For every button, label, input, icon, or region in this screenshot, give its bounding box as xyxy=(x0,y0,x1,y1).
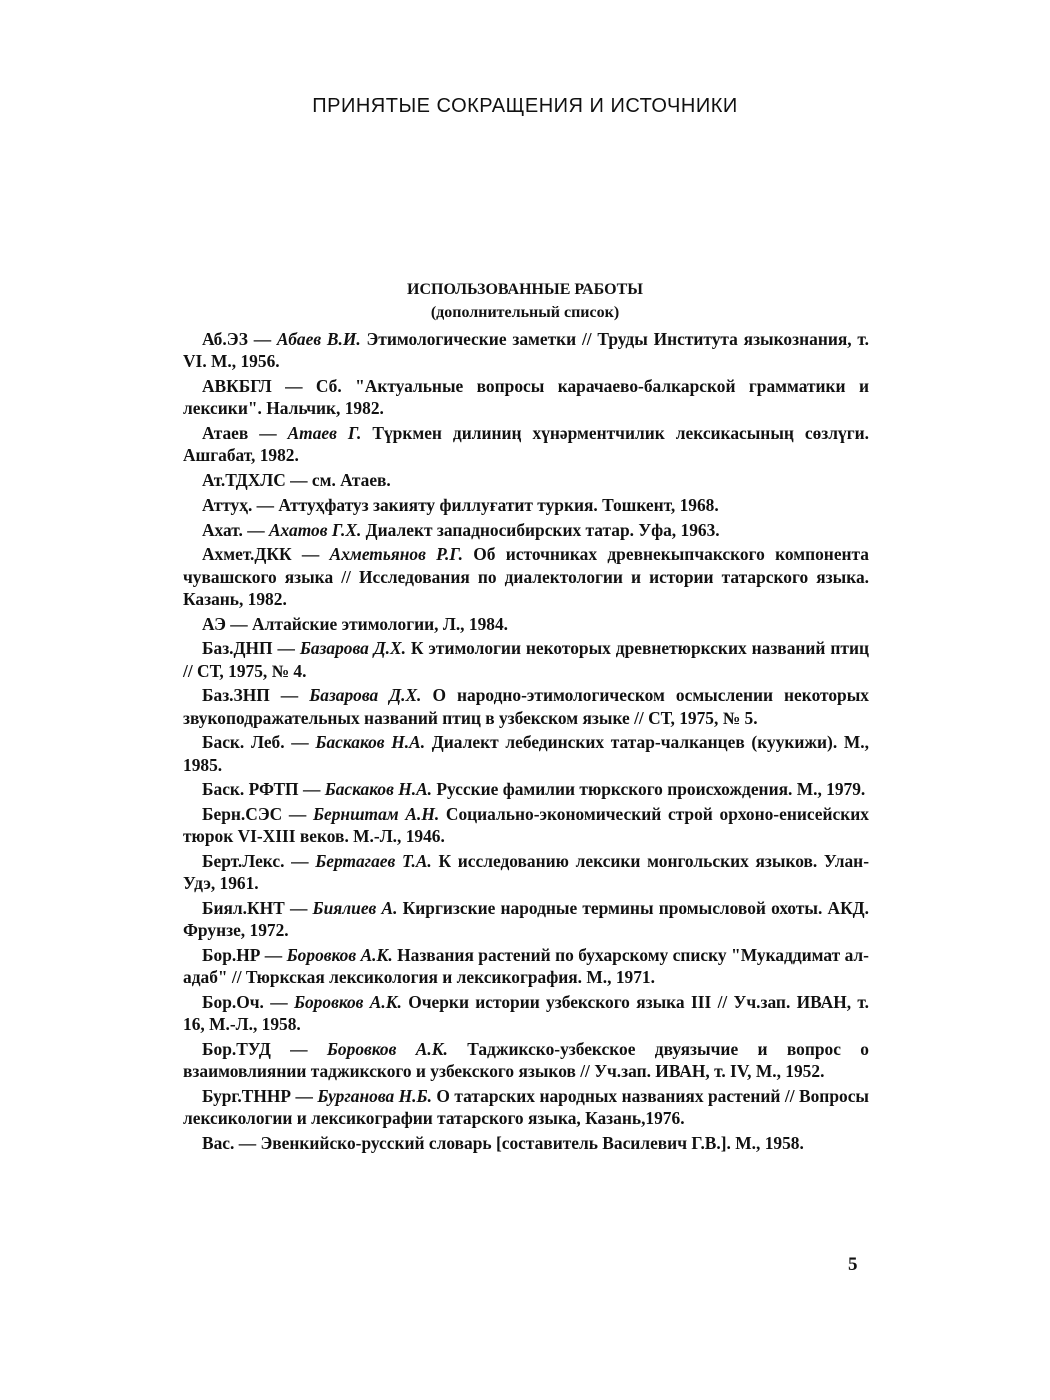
entry-text: Эвенкийско-русский словарь [составитель Василевич Г.В.]. М., 1958. xyxy=(260,1133,804,1154)
bibliography-entry xyxy=(183,519,869,541)
entry-abbreviation: Атаев xyxy=(202,423,249,443)
entry-dash: — xyxy=(248,423,288,443)
entry-author: Ахатов Г.Х. xyxy=(268,519,362,540)
entry-abbreviation: Бор.ТУД xyxy=(202,1039,271,1060)
entry-text: Русские фамилии тюркского происхождения. М., 1979. xyxy=(432,779,866,800)
bibliography-list xyxy=(183,328,869,1157)
entry-dash: — xyxy=(225,613,253,634)
entry-abbreviation: Ахмет.ДКК xyxy=(202,544,292,565)
entry-abbreviation: Аб.ЭЗ xyxy=(202,329,248,349)
bibliography-entry xyxy=(183,422,869,466)
entry-abbreviation: Бор.НР xyxy=(202,945,261,966)
entry-dash: — xyxy=(271,376,316,396)
bibliography-entry xyxy=(183,328,869,372)
entry-abbreviation: АЭ xyxy=(202,613,226,634)
bibliography-entry xyxy=(183,1132,869,1154)
entry-dash: — xyxy=(298,779,325,800)
entry-abbreviation: Бор.Оч. xyxy=(202,992,264,1013)
entry-author: Биялиев А. xyxy=(312,898,398,919)
bibliography-entry xyxy=(183,991,869,1035)
entry-abbreviation: Вас. xyxy=(202,1133,235,1154)
section-heading xyxy=(0,278,1050,324)
entry-dash: — xyxy=(285,470,312,490)
entry-dash: — xyxy=(234,1133,261,1154)
entry-author: Атаев Г. xyxy=(287,423,362,443)
bibliography-entry xyxy=(183,944,869,988)
bibliography-entry xyxy=(183,897,869,941)
section-title: ИСПОЛЬЗОВАННЫЕ РАБОТЫ xyxy=(407,281,643,298)
entry-dash: — xyxy=(252,494,279,515)
entry-author: Ахметьянов Р.Г. xyxy=(329,544,463,565)
entry-author: Бернштам А.Н. xyxy=(312,804,440,825)
bibliography-entry xyxy=(183,494,869,516)
entry-abbreviation: Баз.ЗНП xyxy=(202,685,270,706)
entry-dash: — xyxy=(269,685,310,706)
bibliography-entry xyxy=(183,684,869,728)
bibliography-entry xyxy=(183,613,869,635)
entry-abbreviation: Ат.ТДХЛС xyxy=(202,470,286,490)
entry-abbreviation: Бург.ТННР xyxy=(202,1086,291,1107)
section-subtitle: (дополнительный список) xyxy=(430,304,620,321)
entry-text: Социально-экономический строй орхоно-енисейских тюрок VI-XIII веков. М.-Л., 1946. xyxy=(183,804,869,847)
entry-text: Таджикско-узбекское двуязычие и вопрос о взаимовлиянии таджикского и узбекского языков // Уч.зап. ИВАН, т. IV, М., 1952. xyxy=(183,1039,869,1082)
entry-dash: — xyxy=(284,732,316,753)
entry-text: Диалект западносибирских татар. Уфа, 1963. xyxy=(361,519,720,540)
entry-author: Базарова Д.Х. xyxy=(299,638,406,659)
bibliography-entry xyxy=(183,850,869,894)
entry-abbreviation: Ахат. xyxy=(202,519,243,540)
entry-text: К этимологии некоторых древнетюркских названий птиц // СТ, 1975, № 4. xyxy=(183,638,869,681)
bibliography-entry xyxy=(183,469,869,491)
entry-abbreviation: АВКБГЛ xyxy=(202,376,272,396)
entry-text: О народно-этимологическом осмыслении некоторых звукоподражательных названий птиц в узбекском языке // СТ, 1975, № 5. xyxy=(183,685,869,728)
entry-author: Баскаков Н.А. xyxy=(324,779,433,800)
entry-abbreviation: Баз.ДНП xyxy=(202,638,273,659)
bibliography-entry xyxy=(183,778,869,800)
entry-text: К исследованию лексики монгольских языков. Улан-Удэ, 1961. xyxy=(183,851,869,894)
entry-dash: — xyxy=(263,992,294,1013)
page-number: 5 xyxy=(848,1254,858,1275)
entry-abbreviation: Биял.КНТ xyxy=(202,898,285,919)
entry-text: см. Атаев. xyxy=(311,470,391,490)
entry-dash: — xyxy=(272,638,300,659)
bibliography-entry xyxy=(183,543,869,610)
bibliography-entry xyxy=(183,731,869,775)
entry-dash: — xyxy=(247,329,277,349)
entry-abbreviation: Берн.СЭС xyxy=(202,804,283,825)
entry-text: Этимологические заметки // Труды Института языкознания, т. VI. М., 1956. xyxy=(183,329,869,372)
entry-dash: — xyxy=(260,945,287,966)
entry-text: О татарских народных названиях растений // Вопросы лексикологии и лексикографии татарского языка, Казань,1976. xyxy=(183,1086,869,1129)
entry-abbreviation: Аттуҳ. xyxy=(202,494,253,515)
entry-text: Аттуҳфатуз закияту филлуғатит туркия. Тошкент, 1968. xyxy=(278,494,719,515)
entry-author: Бертагаев Т.А. xyxy=(315,851,432,872)
entry-author: Абаев В.И. xyxy=(276,329,361,349)
entry-text: Сб. "Актуальные вопросы карачаево-балкарской грамматики и лексики". Нальчик, 1982. xyxy=(183,376,869,419)
entry-abbreviation: Берт.Лекс. xyxy=(202,851,285,872)
bibliography-entry xyxy=(183,375,869,419)
bibliography-entry xyxy=(183,1085,869,1129)
entry-dash: — xyxy=(291,544,330,565)
entry-author: Базарова Д.Х. xyxy=(309,685,422,706)
entry-dash: — xyxy=(270,1039,327,1060)
entry-abbreviation: Баск. РФТП xyxy=(202,779,299,800)
entry-text: Названия растений по бухарскому списку "Мукаддимат ал-адаб" // Тюркская лексикология и лексикография. М., 1971. xyxy=(183,945,869,988)
bibliography-entry xyxy=(183,803,869,847)
entry-dash: — xyxy=(291,1086,318,1107)
bibliography-entry xyxy=(183,637,869,681)
entry-text: Очерки истории узбекского языка III // Уч.зап. ИВАН, т. 16, М.-Л., 1958. xyxy=(183,992,869,1035)
entry-author: Боровков А.К. xyxy=(286,945,393,966)
entry-dash: — xyxy=(242,519,269,540)
entry-dash: — xyxy=(284,898,313,919)
entry-author: Боровков А.К. xyxy=(293,992,402,1013)
entry-author: Бурганова Н.Б. xyxy=(317,1086,432,1107)
entry-text: Об источниках древнекыпчакского компонента чувашского языка // Исследования по диалектологии и истории татарского языка. Казань, 1982. xyxy=(183,544,870,609)
entry-text: Түркмен дилиниң хүнәрментчилик лексикасының сөзлүги. Ашгабат, 1982. xyxy=(183,423,870,466)
entry-abbreviation: Баск. Леб. xyxy=(202,732,285,753)
entry-dash: — xyxy=(284,851,316,872)
entry-text: Диалект лебединских татар-чалканцев (куукижи). М., 1985. xyxy=(183,732,870,775)
entry-dash: — xyxy=(282,804,313,825)
entry-author: Баскаков Н.А. xyxy=(315,732,426,753)
entry-author: Боровков А.К. xyxy=(326,1039,448,1060)
entry-text: Алтайские этимологии, Л., 1984. xyxy=(252,613,509,634)
entry-text: Киргизские народные термины промысловой охоты. АКД. Фрунзе, 1972. xyxy=(183,898,869,941)
page-title: ПРИНЯТЫЕ СОКРАЩЕНИЯ И ИСТОЧНИКИ xyxy=(312,95,738,117)
bibliography-entry xyxy=(183,1038,869,1082)
